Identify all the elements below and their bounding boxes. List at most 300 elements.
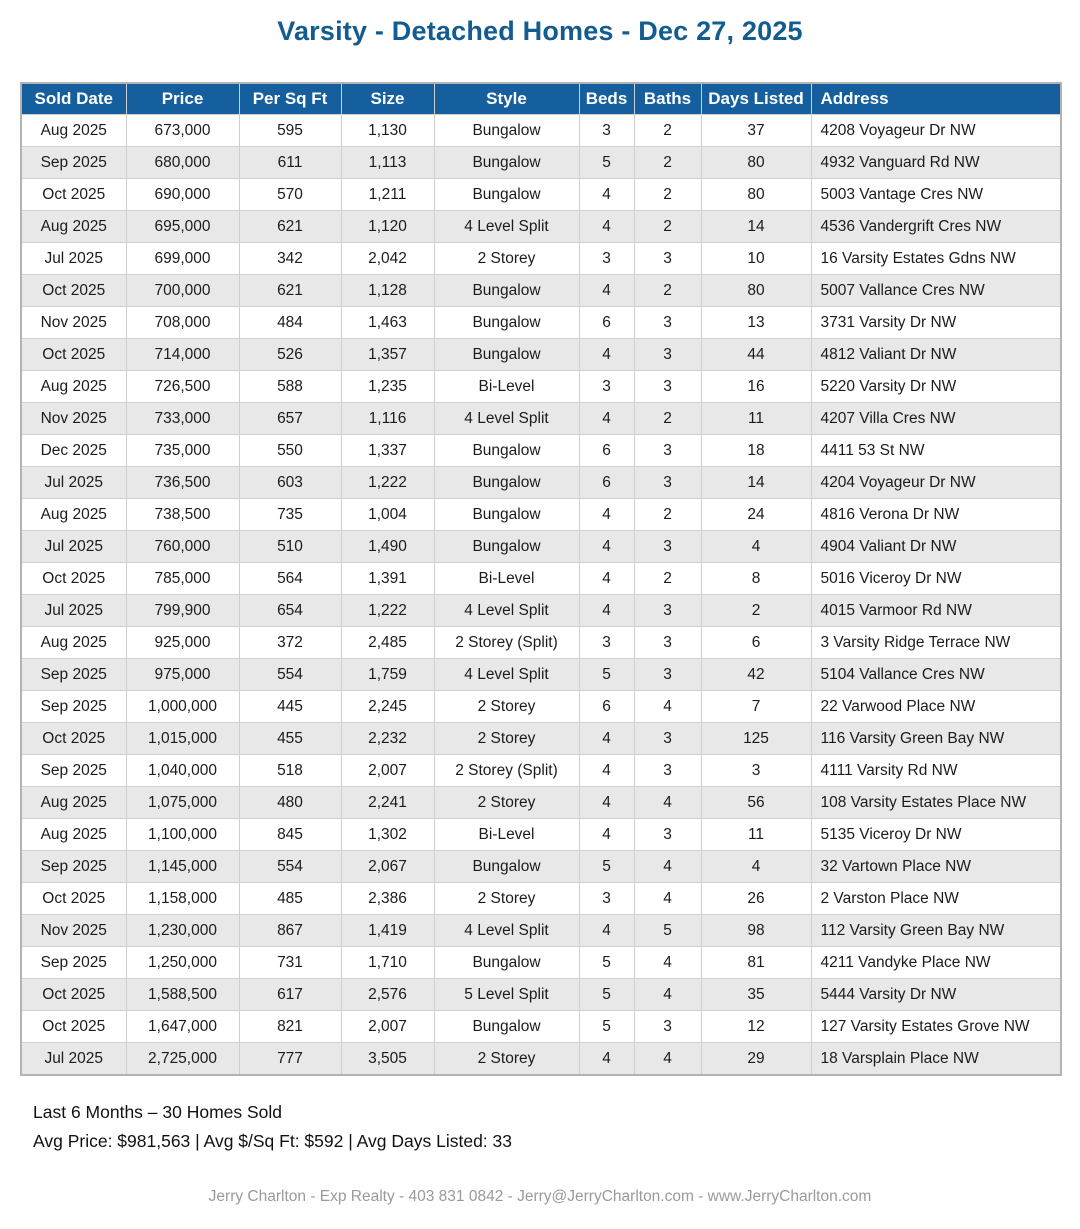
cell-per-sq-ft: 867 [239,915,341,947]
table-row [21,179,1061,211]
cell-style: Bi-Level [434,563,579,595]
cell-price: 975,000 [126,659,239,691]
cell-address: 16 Varsity Estates Gdns NW [811,243,1061,275]
cell-days-listed: 98 [701,915,811,947]
cell-style: 4 Level Split [434,915,579,947]
cell-baths: 3 [634,243,701,275]
cell-days-listed: 56 [701,787,811,819]
cell-sold-date: Aug 2025 [21,819,126,851]
cell-days-listed: 42 [701,659,811,691]
cell-per-sq-ft: 617 [239,979,341,1011]
cell-style: Bungalow [434,435,579,467]
cell-baths: 3 [634,755,701,787]
cell-price: 1,230,000 [126,915,239,947]
column-header-baths: Baths [634,83,701,115]
cell-address: 22 Varwood Place NW [811,691,1061,723]
summary-block [33,1098,1080,1156]
cell-sold-date: Oct 2025 [21,339,126,371]
cell-baths: 4 [634,947,701,979]
table-row [21,883,1061,915]
cell-address: 4204 Voyageur Dr NW [811,467,1061,499]
cell-beds: 6 [579,691,634,723]
column-header-style: Style [434,83,579,115]
cell-baths: 2 [634,147,701,179]
cell-days-listed: 18 [701,435,811,467]
cell-days-listed: 7 [701,691,811,723]
cell-per-sq-ft: 735 [239,499,341,531]
cell-style: Bungalow [434,179,579,211]
cell-beds: 4 [579,531,634,563]
cell-size: 2,232 [341,723,434,755]
page-title: Varsity - Detached Homes - Dec 27, 2025 [277,16,803,46]
cell-price: 1,145,000 [126,851,239,883]
cell-sold-date: Oct 2025 [21,1011,126,1043]
column-header-per-sq-ft: Per Sq Ft [239,83,341,115]
cell-sold-date: Sep 2025 [21,947,126,979]
cell-style: Bi-Level [434,371,579,403]
table-row [21,947,1061,979]
cell-days-listed: 44 [701,339,811,371]
cell-style: Bungalow [434,947,579,979]
table-row [21,435,1061,467]
cell-per-sq-ft: 821 [239,1011,341,1043]
cell-price: 785,000 [126,563,239,595]
cell-size: 1,391 [341,563,434,595]
cell-baths: 4 [634,883,701,915]
cell-baths: 2 [634,115,701,147]
cell-per-sq-ft: 595 [239,115,341,147]
table-row [21,339,1061,371]
table-row [21,211,1061,243]
cell-days-listed: 6 [701,627,811,659]
cell-style: Bungalow [434,339,579,371]
table-row [21,243,1061,275]
table-body [21,115,1061,1076]
cell-per-sq-ft: 455 [239,723,341,755]
cell-price: 733,000 [126,403,239,435]
cell-baths: 2 [634,403,701,435]
cell-price: 2,725,000 [126,1043,239,1076]
cell-sold-date: Sep 2025 [21,147,126,179]
cell-beds: 4 [579,1043,634,1076]
column-header-days-listed: Days Listed [701,83,811,115]
cell-price: 673,000 [126,115,239,147]
cell-baths: 3 [634,659,701,691]
cell-days-listed: 3 [701,755,811,787]
cell-sold-date: Sep 2025 [21,851,126,883]
cell-address: 4015 Varmoor Rd NW [811,595,1061,627]
cell-baths: 4 [634,787,701,819]
cell-address: 5007 Vallance Cres NW [811,275,1061,307]
cell-size: 1,710 [341,947,434,979]
cell-price: 735,000 [126,435,239,467]
cell-style: Bi-Level [434,819,579,851]
cell-baths: 4 [634,979,701,1011]
cell-price: 925,000 [126,627,239,659]
column-header-beds: Beds [579,83,634,115]
cell-sold-date: Aug 2025 [21,371,126,403]
cell-address: 4536 Vandergrift Cres NW [811,211,1061,243]
cell-sold-date: Aug 2025 [21,211,126,243]
cell-sold-date: Dec 2025 [21,435,126,467]
table-row [21,563,1061,595]
cell-days-listed: 125 [701,723,811,755]
cell-size: 1,302 [341,819,434,851]
cell-address: 116 Varsity Green Bay NW [811,723,1061,755]
cell-days-listed: 4 [701,531,811,563]
cell-price: 695,000 [126,211,239,243]
cell-price: 799,900 [126,595,239,627]
cell-style: Bungalow [434,147,579,179]
cell-baths: 2 [634,499,701,531]
cell-price: 1,015,000 [126,723,239,755]
cell-price: 1,000,000 [126,691,239,723]
cell-address: 4207 Villa Cres NW [811,403,1061,435]
cell-style: Bungalow [434,531,579,563]
cell-size: 1,235 [341,371,434,403]
cell-beds: 6 [579,307,634,339]
cell-baths: 4 [634,851,701,883]
table-row [21,371,1061,403]
cell-size: 1,004 [341,499,434,531]
cell-beds: 4 [579,499,634,531]
table-row [21,755,1061,787]
cell-days-listed: 2 [701,595,811,627]
cell-days-listed: 4 [701,851,811,883]
cell-days-listed: 13 [701,307,811,339]
cell-size: 2,241 [341,787,434,819]
table-row [21,1043,1061,1076]
cell-days-listed: 10 [701,243,811,275]
cell-beds: 4 [579,563,634,595]
cell-beds: 5 [579,851,634,883]
cell-days-listed: 80 [701,147,811,179]
cell-style: 2 Storey (Split) [434,755,579,787]
cell-sold-date: Oct 2025 [21,275,126,307]
table-row [21,531,1061,563]
table-row [21,691,1061,723]
cell-days-listed: 35 [701,979,811,1011]
cell-days-listed: 26 [701,883,811,915]
cell-sold-date: Oct 2025 [21,563,126,595]
cell-price: 1,250,000 [126,947,239,979]
cell-style: 2 Storey [434,243,579,275]
table-row [21,915,1061,947]
cell-size: 1,116 [341,403,434,435]
column-header-address: Address [811,83,1061,115]
cell-beds: 3 [579,115,634,147]
cell-sold-date: Nov 2025 [21,403,126,435]
cell-beds: 5 [579,659,634,691]
cell-style: 2 Storey [434,1043,579,1076]
cell-per-sq-ft: 372 [239,627,341,659]
cell-price: 690,000 [126,179,239,211]
cell-beds: 4 [579,403,634,435]
table-row [21,307,1061,339]
cell-beds: 4 [579,275,634,307]
cell-per-sq-ft: 342 [239,243,341,275]
cell-per-sq-ft: 526 [239,339,341,371]
cell-price: 699,000 [126,243,239,275]
cell-beds: 6 [579,435,634,467]
homes-sold-table [20,82,1062,1076]
cell-sold-date: Aug 2025 [21,115,126,147]
cell-beds: 4 [579,211,634,243]
cell-beds: 4 [579,595,634,627]
cell-price: 1,100,000 [126,819,239,851]
cell-per-sq-ft: 657 [239,403,341,435]
cell-price: 1,158,000 [126,883,239,915]
cell-size: 1,419 [341,915,434,947]
cell-baths: 2 [634,179,701,211]
cell-baths: 3 [634,435,701,467]
cell-size: 2,042 [341,243,434,275]
cell-baths: 3 [634,467,701,499]
cell-size: 1,357 [341,339,434,371]
cell-address: 4411 53 St NW [811,435,1061,467]
cell-size: 1,130 [341,115,434,147]
cell-size: 2,067 [341,851,434,883]
cell-address: 4211 Vandyke Place NW [811,947,1061,979]
column-header-price: Price [126,83,239,115]
cell-sold-date: Oct 2025 [21,723,126,755]
cell-style: 2 Storey (Split) [434,627,579,659]
cell-days-listed: 29 [701,1043,811,1076]
cell-address: 112 Varsity Green Bay NW [811,915,1061,947]
cell-address: 18 Varsplain Place NW [811,1043,1061,1076]
cell-beds: 5 [579,147,634,179]
cell-style: Bungalow [434,307,579,339]
cell-sold-date: Oct 2025 [21,883,126,915]
cell-beds: 3 [579,883,634,915]
cell-sold-date: Jul 2025 [21,531,126,563]
cell-size: 1,113 [341,147,434,179]
table-row [21,499,1061,531]
cell-beds: 4 [579,819,634,851]
cell-size: 1,490 [341,531,434,563]
cell-style: Bungalow [434,115,579,147]
column-header-size: Size [341,83,434,115]
cell-size: 1,211 [341,179,434,211]
cell-address: 108 Varsity Estates Place NW [811,787,1061,819]
cell-size: 2,245 [341,691,434,723]
cell-size: 2,007 [341,1011,434,1043]
cell-price: 708,000 [126,307,239,339]
cell-style: 4 Level Split [434,403,579,435]
cell-baths: 3 [634,371,701,403]
cell-per-sq-ft: 621 [239,211,341,243]
cell-size: 1,222 [341,467,434,499]
cell-price: 1,075,000 [126,787,239,819]
table-row [21,979,1061,1011]
cell-days-listed: 24 [701,499,811,531]
cell-price: 760,000 [126,531,239,563]
cell-baths: 3 [634,531,701,563]
cell-baths: 5 [634,915,701,947]
cell-style: Bungalow [434,1011,579,1043]
cell-style: 2 Storey [434,787,579,819]
cell-size: 2,007 [341,755,434,787]
cell-beds: 3 [579,627,634,659]
cell-baths: 3 [634,595,701,627]
cell-days-listed: 37 [701,115,811,147]
cell-size: 2,386 [341,883,434,915]
cell-address: 4812 Valiant Dr NW [811,339,1061,371]
cell-beds: 6 [579,467,634,499]
table-row [21,595,1061,627]
table-header-row [21,83,1061,115]
cell-days-listed: 80 [701,275,811,307]
cell-per-sq-ft: 518 [239,755,341,787]
cell-per-sq-ft: 654 [239,595,341,627]
cell-style: 4 Level Split [434,595,579,627]
cell-style: Bungalow [434,499,579,531]
cell-baths: 3 [634,1011,701,1043]
cell-sold-date: Nov 2025 [21,915,126,947]
cell-address: 5003 Vantage Cres NW [811,179,1061,211]
cell-sold-date: Jul 2025 [21,467,126,499]
cell-beds: 4 [579,723,634,755]
cell-sold-date: Jul 2025 [21,243,126,275]
cell-per-sq-ft: 845 [239,819,341,851]
cell-baths: 4 [634,691,701,723]
cell-price: 1,040,000 [126,755,239,787]
cell-sold-date: Jul 2025 [21,1043,126,1076]
cell-size: 1,128 [341,275,434,307]
cell-beds: 3 [579,243,634,275]
cell-baths: 3 [634,819,701,851]
cell-address: 32 Vartown Place NW [811,851,1061,883]
cell-days-listed: 12 [701,1011,811,1043]
cell-per-sq-ft: 603 [239,467,341,499]
cell-address: 3 Varsity Ridge Terrace NW [811,627,1061,659]
cell-address: 5104 Vallance Cres NW [811,659,1061,691]
cell-per-sq-ft: 510 [239,531,341,563]
cell-days-listed: 14 [701,467,811,499]
cell-address: 4816 Verona Dr NW [811,499,1061,531]
cell-size: 1,337 [341,435,434,467]
cell-style: 5 Level Split [434,979,579,1011]
cell-sold-date: Sep 2025 [21,691,126,723]
cell-per-sq-ft: 485 [239,883,341,915]
cell-address: 4208 Voyageur Dr NW [811,115,1061,147]
table-row [21,819,1061,851]
table-row [21,275,1061,307]
cell-style: 2 Storey [434,723,579,755]
cell-style: Bungalow [434,467,579,499]
cell-address: 4904 Valiant Dr NW [811,531,1061,563]
cell-sold-date: Jul 2025 [21,595,126,627]
cell-per-sq-ft: 564 [239,563,341,595]
cell-days-listed: 8 [701,563,811,595]
cell-address: 4111 Varsity Rd NW [811,755,1061,787]
cell-price: 700,000 [126,275,239,307]
cell-style: Bungalow [434,275,579,307]
cell-beds: 5 [579,979,634,1011]
summary-homes-sold: Last 6 Months – 30 Homes Sold [33,1102,283,1122]
cell-per-sq-ft: 621 [239,275,341,307]
cell-address: 5220 Varsity Dr NW [811,371,1061,403]
table-row [21,467,1061,499]
cell-days-listed: 11 [701,403,811,435]
cell-per-sq-ft: 480 [239,787,341,819]
cell-address: 2 Varston Place NW [811,883,1061,915]
cell-baths: 4 [634,1043,701,1076]
table-header [21,83,1061,115]
cell-sold-date: Oct 2025 [21,979,126,1011]
cell-per-sq-ft: 550 [239,435,341,467]
cell-days-listed: 11 [701,819,811,851]
cell-sold-date: Aug 2025 [21,627,126,659]
cell-style: 2 Storey [434,691,579,723]
cell-address: 5135 Viceroy Dr NW [811,819,1061,851]
cell-per-sq-ft: 777 [239,1043,341,1076]
cell-baths: 3 [634,339,701,371]
table-row [21,147,1061,179]
cell-baths: 3 [634,627,701,659]
table-row [21,1011,1061,1043]
table-row [21,851,1061,883]
cell-size: 2,485 [341,627,434,659]
cell-size: 2,576 [341,979,434,1011]
cell-sold-date: Sep 2025 [21,659,126,691]
cell-days-listed: 80 [701,179,811,211]
cell-per-sq-ft: 588 [239,371,341,403]
table-row [21,723,1061,755]
cell-per-sq-ft: 445 [239,691,341,723]
cell-address: 4932 Vanguard Rd NW [811,147,1061,179]
cell-price: 1,588,500 [126,979,239,1011]
table-row [21,787,1061,819]
cell-sold-date: Sep 2025 [21,755,126,787]
cell-beds: 4 [579,755,634,787]
cell-beds: 5 [579,1011,634,1043]
cell-beds: 4 [579,339,634,371]
cell-price: 726,500 [126,371,239,403]
cell-days-listed: 16 [701,371,811,403]
cell-per-sq-ft: 570 [239,179,341,211]
table-row [21,115,1061,147]
cell-per-sq-ft: 554 [239,659,341,691]
cell-sold-date: Oct 2025 [21,179,126,211]
cell-sold-date: Aug 2025 [21,787,126,819]
cell-size: 3,505 [341,1043,434,1076]
cell-size: 1,222 [341,595,434,627]
cell-sold-date: Nov 2025 [21,307,126,339]
cell-price: 714,000 [126,339,239,371]
cell-baths: 2 [634,211,701,243]
agent-credit: Jerry Charlton - Exp Realty - 403 831 0842 - Jerry@JerryCharlton.com - www.JerryCharlton.com [208,1188,872,1205]
cell-size: 1,759 [341,659,434,691]
cell-baths: 2 [634,275,701,307]
cell-baths: 3 [634,307,701,339]
cell-baths: 2 [634,563,701,595]
cell-beds: 5 [579,947,634,979]
cell-price: 1,647,000 [126,1011,239,1043]
cell-style: 4 Level Split [434,659,579,691]
table-row [21,659,1061,691]
table-row [21,627,1061,659]
cell-style: 2 Storey [434,883,579,915]
cell-per-sq-ft: 731 [239,947,341,979]
cell-beds: 3 [579,371,634,403]
cell-per-sq-ft: 554 [239,851,341,883]
cell-baths: 3 [634,723,701,755]
cell-address: 127 Varsity Estates Grove NW [811,1011,1061,1043]
cell-beds: 4 [579,787,634,819]
cell-beds: 4 [579,915,634,947]
cell-per-sq-ft: 611 [239,147,341,179]
